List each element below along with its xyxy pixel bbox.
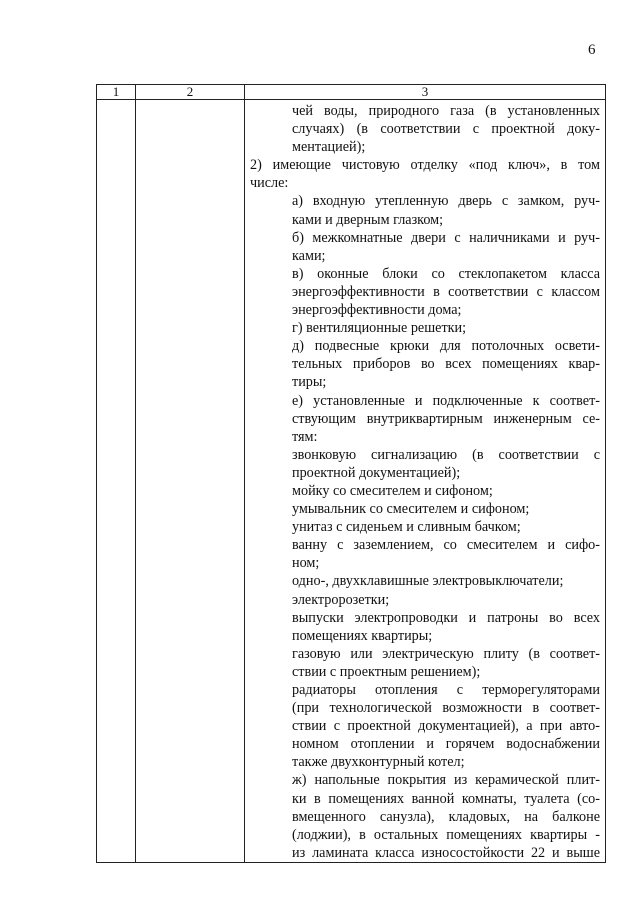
text-line: (лоджии), в остальных помещениях квартиры - (292, 826, 600, 843)
text-line: ванну с заземлением, со смесителем и сифо- (292, 537, 600, 554)
text-line: б) межкомнатные двери с наличниками и руч- (292, 229, 600, 246)
text-line: выпуски электропроводки и патроны во всех (292, 609, 600, 626)
text-line: ж) напольные покрытия из керамической плит- (292, 772, 600, 789)
column-number-1: 1 (97, 85, 136, 100)
text-line: радиаторы отопления с терморегуляторами (292, 682, 600, 698)
text-line: в) оконные блоки со стеклопакетом класса (292, 265, 600, 282)
text-line: ки в помещениях ванной комнаты, туалета (со- (292, 790, 600, 807)
text-line: энергоэффективности в соответствии с классом (292, 283, 600, 300)
cell-column-1 (97, 100, 136, 863)
text-line: (при технологической возможности в соответ- (292, 700, 600, 717)
text-line: газовую или электрическую плиту (в соответ- (292, 645, 600, 662)
text-line: унитаз с сиденьем и сливным бачком; (292, 519, 521, 536)
text-line: звонковую сигнализацию (в соответствии с (292, 446, 600, 463)
text-line: д) подвесные крюки для потолочных освети- (292, 338, 600, 355)
text-line: мойку со смесителем и сифоном; (292, 482, 493, 499)
text-line: г) вентиляционные решетки; (292, 320, 467, 337)
text-line: одно-, двухклавишные электровыключатели; (292, 573, 564, 590)
text-line: электророзетки; (292, 591, 390, 608)
text-line: случаях) (в соответствии с проектной доку- (292, 121, 600, 138)
text-line: а) входную утепленную дверь с замком, руч- (292, 193, 600, 210)
text-line: умывальник со смесителем и сифоном; (292, 501, 530, 518)
text-line: также двухконтурный котел; (292, 754, 465, 771)
text-line: номном отоплении и горячем водоснабжении (292, 736, 600, 753)
text-line: ствии с проектным решением); (292, 663, 481, 680)
text-line: энергоэффективности дома; (292, 302, 462, 319)
cell-column-2 (136, 100, 245, 863)
text-line: тельных приборов во всех помещениях квар- (292, 356, 600, 373)
text-line: 2) имеющие чистовую отделку «под ключ», в том (250, 157, 600, 174)
document-table (96, 84, 606, 863)
text-line: ном; (292, 555, 320, 572)
text-line: числе: (250, 175, 289, 192)
column-number-2: 2 (136, 85, 245, 100)
text-line: ствующим внутриквартирным инженерным се- (292, 410, 600, 427)
table-header-row (97, 85, 606, 100)
text-line: е) установленные и подключенные к соответ- (292, 392, 600, 409)
text-line: помещениях квартиры; (292, 627, 433, 644)
text-line: тиры; (292, 374, 327, 391)
text-line: из ламината класса износостойкости 22 и выше (292, 844, 600, 861)
text-line: ствии с проектной документацией), а при авто- (292, 718, 600, 735)
page-number: 6 (588, 42, 596, 58)
cell-column-3 (245, 100, 606, 863)
text-line: проектной документацией); (292, 464, 461, 481)
text-line: чей воды, природного газа (в установленных (292, 103, 600, 119)
column-number-3: 3 (245, 85, 606, 100)
text-line: ментацией); (292, 139, 366, 156)
text-line: ками; (292, 247, 326, 264)
text-line: вмещенного санузла), кладовых, на балконе (292, 808, 600, 825)
text-line: ками и дверным глазком; (292, 211, 444, 228)
requirements-text (245, 100, 605, 862)
table-body-row (97, 100, 606, 863)
text-line: тям: (292, 428, 318, 445)
